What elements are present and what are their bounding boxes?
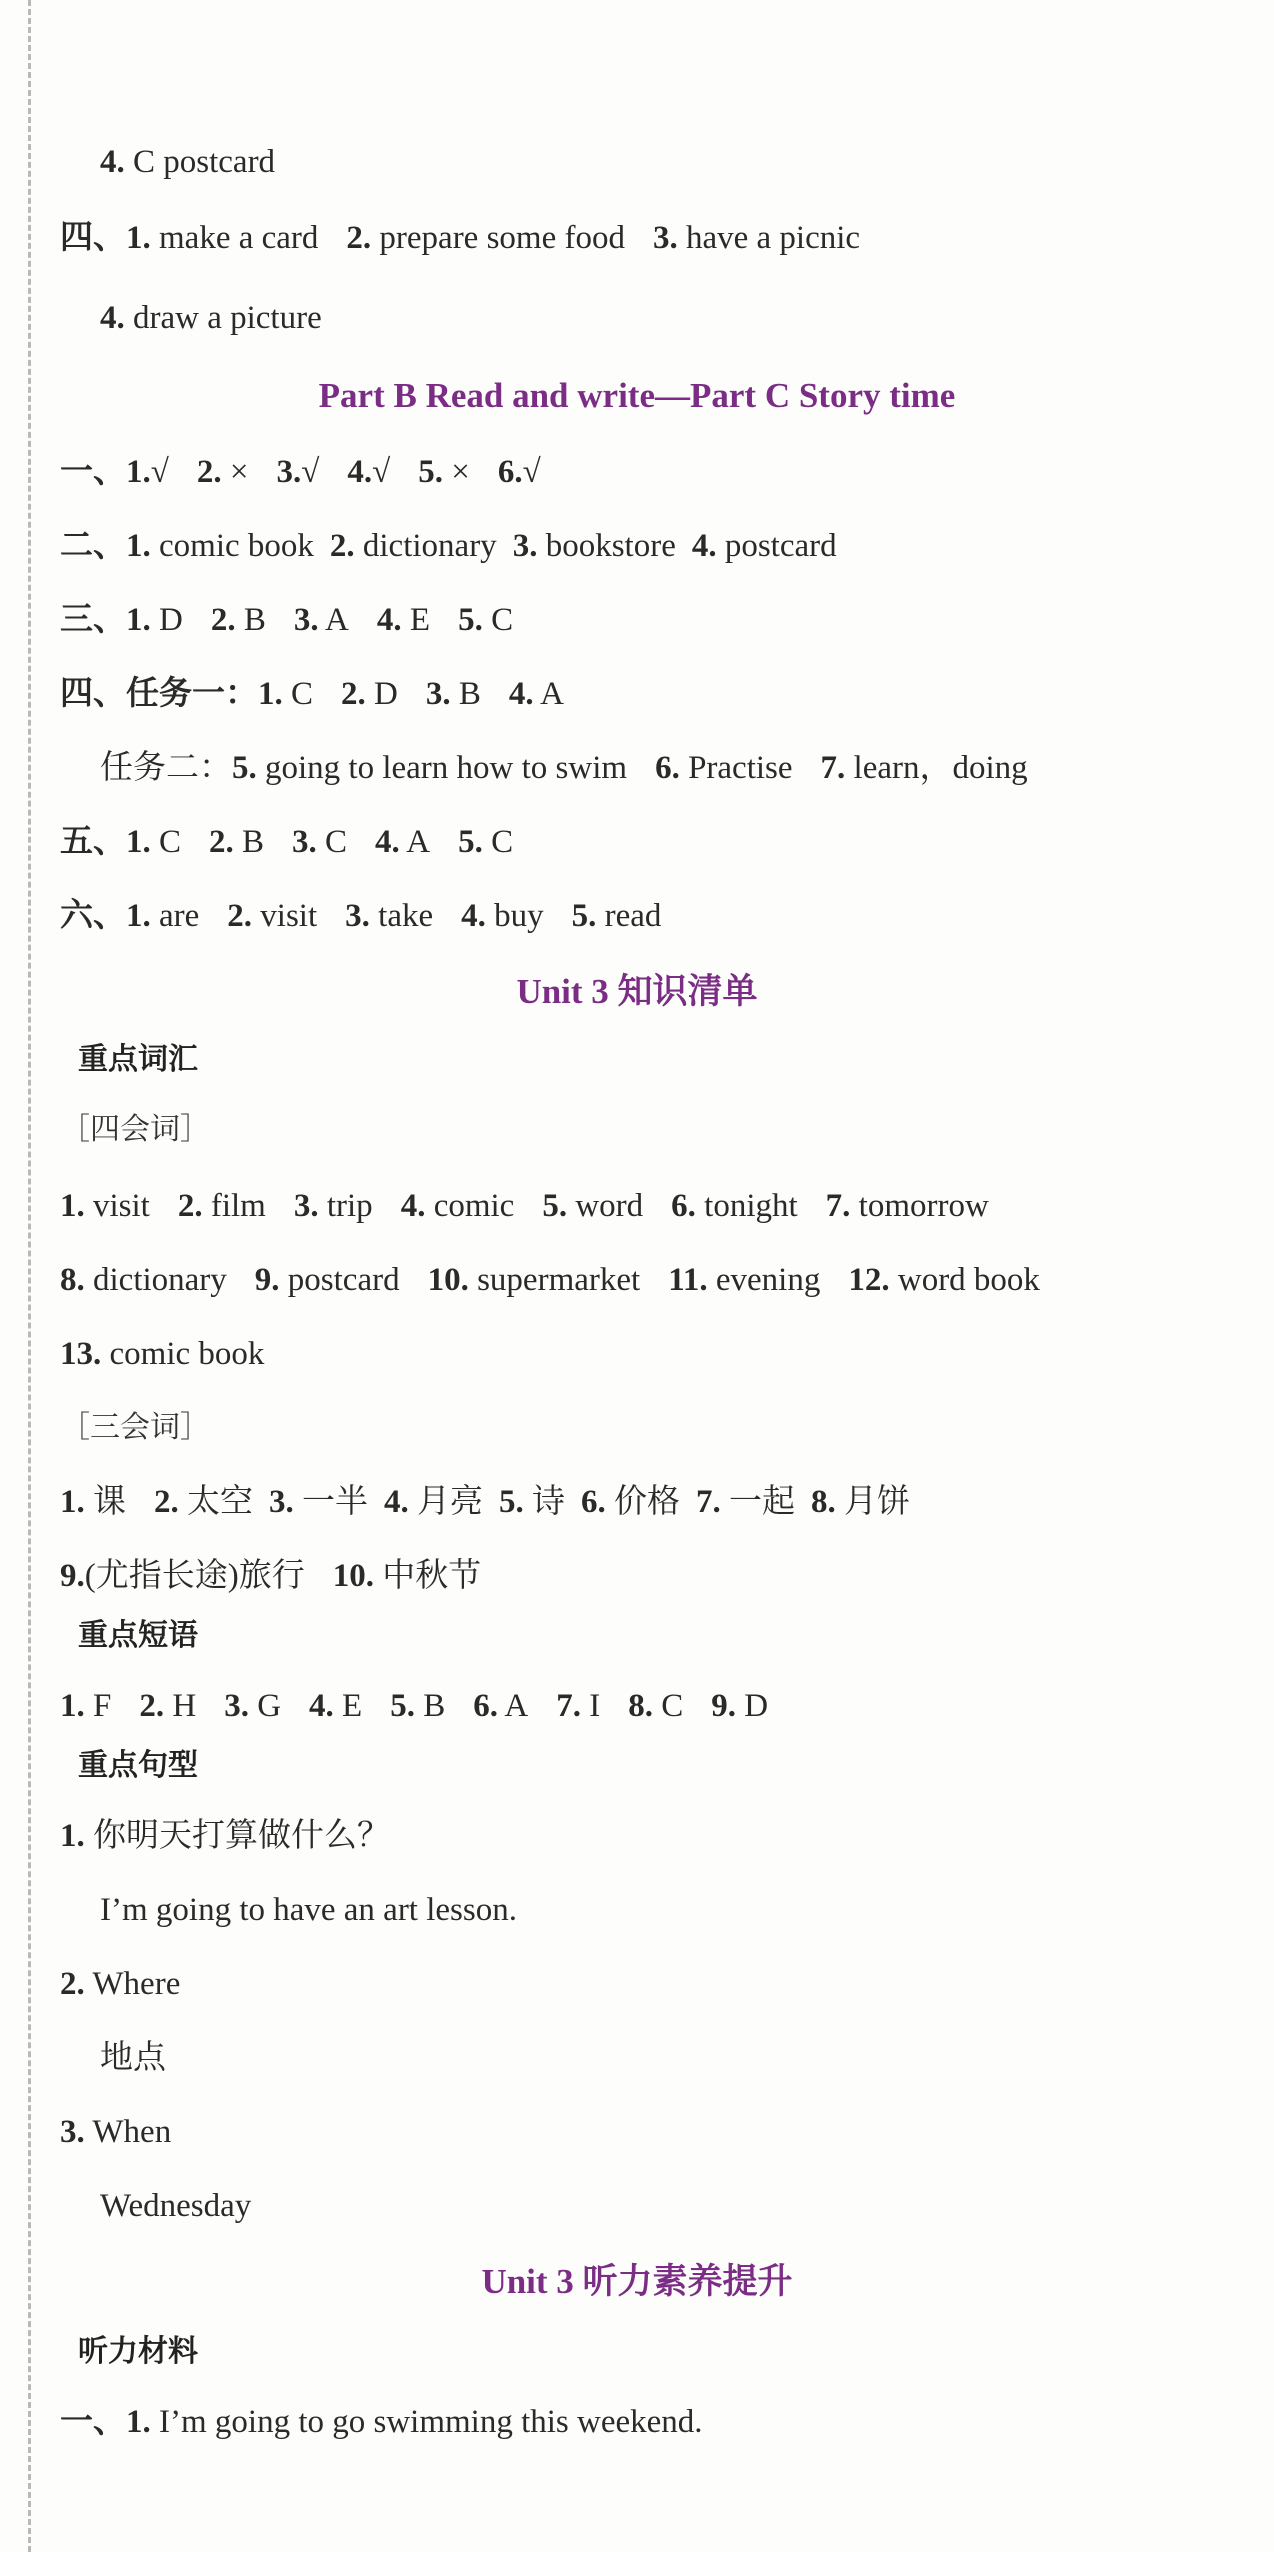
answer-line: 13. comic book [60, 1336, 265, 1372]
section-heading: Unit 3 知识清单 [516, 972, 758, 1011]
bracket-label: ［三会词］ [60, 1410, 210, 1445]
answer-line: 9.(尤指长途)旅行 10. 中秋节 [60, 1558, 482, 1594]
subheading: 重点句型 [78, 1748, 198, 1783]
answer-line: 任务二：5. going to learn how to swim 6. Practise 7. learn，doing [100, 750, 1028, 786]
answer-line: 1. F 2. H 3. G 4. E 5. B 6. A 7. I 8. C 9. D [60, 1688, 769, 1724]
answer-line: 四、1. make a card 2. prepare some food 3. have a picnic [60, 220, 861, 256]
subheading: 重点词汇 [78, 1042, 198, 1077]
answer-line: 六、1. are 2. visit 3. take 4. buy 5. read [60, 898, 662, 934]
answer-line: 三、1. D 2. B 3. A 4. E 5. C [60, 602, 514, 638]
answer-line: 1. visit 2. film 3. trip 4. comic 5. word 6. tonight 7. tomorrow [60, 1188, 989, 1224]
answer-line: 4. C postcard [100, 144, 276, 180]
answer-line: 地点 [100, 2040, 166, 2076]
answer-line: 一、1.√ 2. × 3.√ 4.√ 5. × 6.√ [60, 454, 541, 490]
answer-line: 四、任务一：1. C 2. D 3. B 4. A [60, 676, 564, 712]
subheading: 重点短语 [78, 1618, 198, 1653]
answer-line: 4. draw a picture [100, 300, 322, 336]
answer-line: 2. Where [60, 1966, 181, 2002]
answer-line: Wednesday [100, 2188, 252, 2224]
answer-line: 1. 你明天打算做什么？ [60, 1818, 390, 1854]
bracket-label: ［四会词］ [60, 1112, 210, 1147]
answer-line: 3. When [60, 2114, 172, 2150]
answer-line: 二、1. comic book 2. dictionary 3. bookstore 4. postcard [60, 528, 837, 564]
answer-line: 五、1. C 2. B 3. C 4. A 5. C [60, 824, 514, 860]
section-heading: Unit 3 听力素养提升 [481, 2262, 793, 2301]
section-heading: Part B Read and write—Part C Story time [318, 376, 956, 415]
answer-line: 一、1. I’m going to go swimming this weekend. [60, 2404, 703, 2440]
answer-line: 1. 课 2. 太空 3. 一半 4. 月亮 5. 诗 6. 价格 7. 一起 8. 月饼 [60, 1484, 910, 1520]
subheading: 听力材料 [78, 2334, 198, 2369]
answer-line: I’m going to have an art lesson. [100, 1892, 517, 1928]
answer-line: 8. dictionary 9. postcard 10. supermarket 11. evening 12. word book [60, 1262, 1040, 1298]
